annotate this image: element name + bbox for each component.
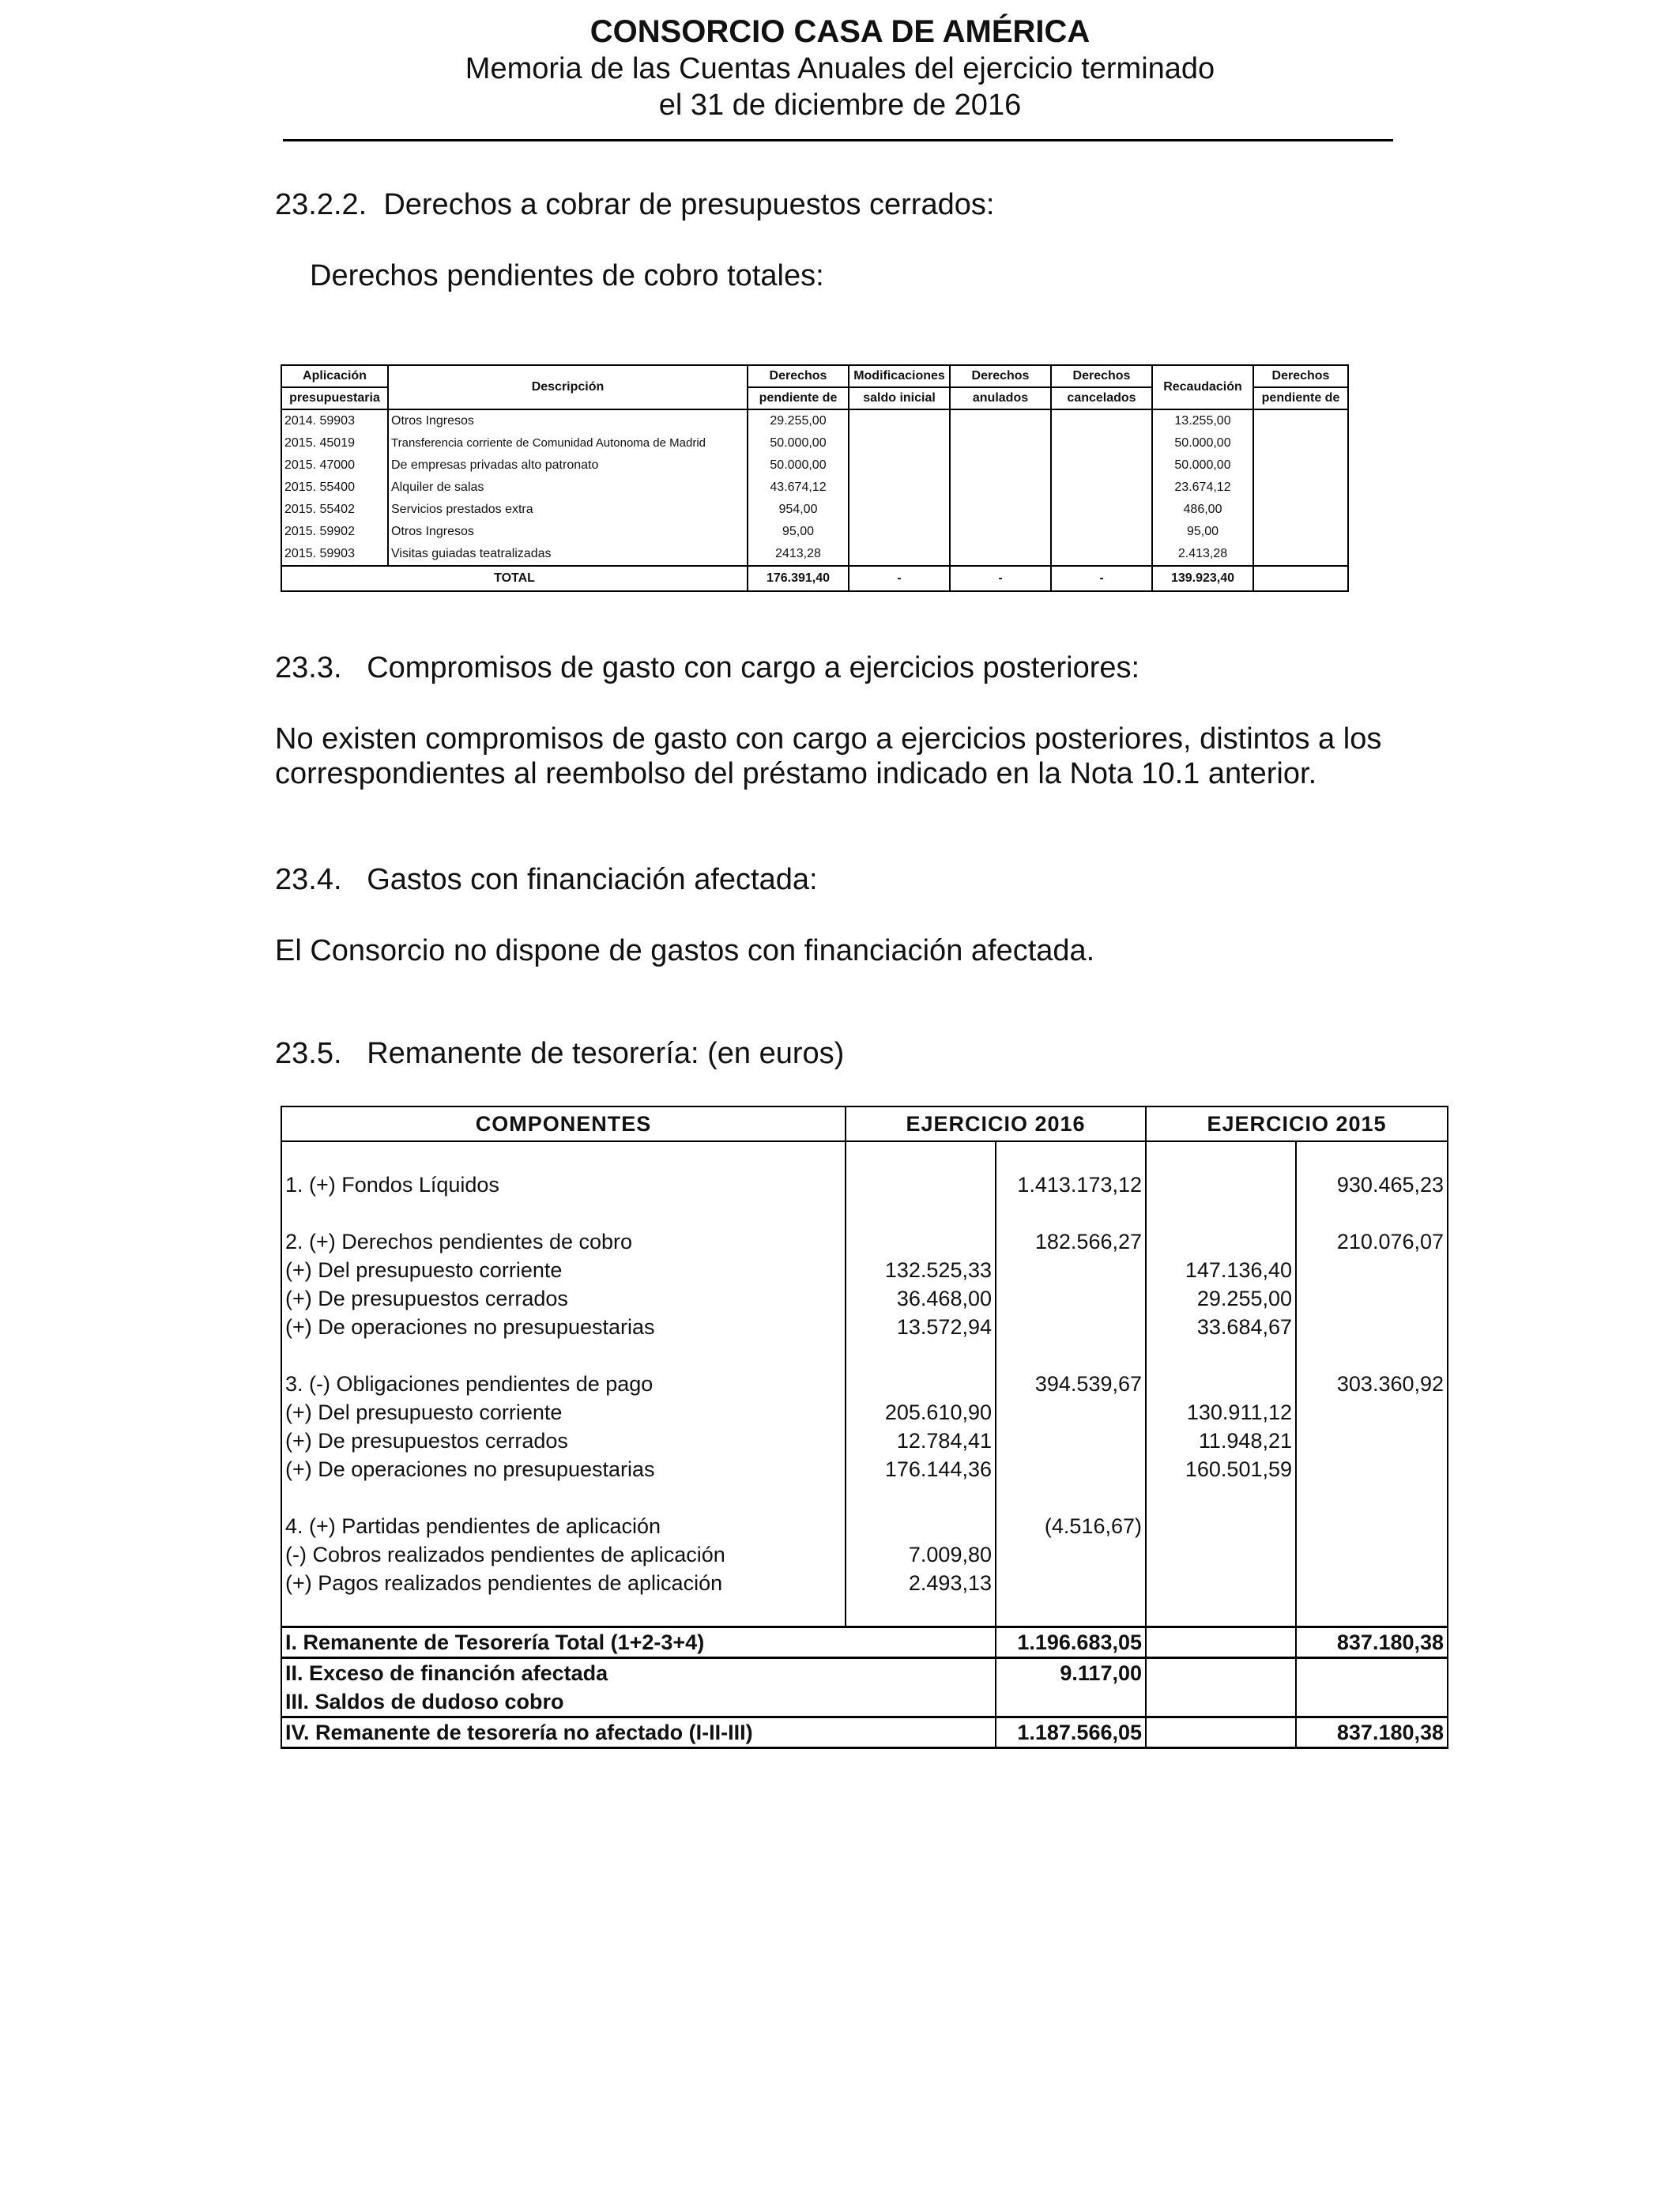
col-header-cancelados: Derechos [1051, 365, 1152, 387]
section-233-body-line2: correspondientes al reembolso del préstamo indicado en la Nota 10.1 anterior. [275, 757, 1317, 790]
total-2015: 837.180,38 [1296, 1717, 1448, 1748]
section-235-heading: 23.5. Remanente de tesorería: (en euros) [275, 1037, 845, 1070]
summary-row-III [281, 1687, 1448, 1717]
row-label: (+) De presupuestos cerrados [281, 1427, 846, 1455]
row-label: III. Saldos de dudoso cobro [281, 1687, 996, 1717]
row-label: II. Exceso de financión afectada [281, 1658, 996, 1688]
row-label: (+) De operaciones no presupuestarias [281, 1455, 846, 1483]
col-header-aplicacion-2: presupuestaria [281, 387, 388, 409]
col-header-anulados-2: anulados [950, 387, 1051, 409]
total-2015: 837.180,38 [1296, 1627, 1448, 1658]
table-row [281, 1455, 1448, 1483]
cell-rec: 13.255,00 [1152, 409, 1253, 432]
remanente-tesoreria-table [281, 1106, 1448, 1749]
total-cancelados: - [1051, 566, 1152, 591]
cell-desc: Transferencia corriente de Comunidad Autonoma de Madrid [388, 432, 748, 454]
summary-row-II [281, 1658, 1448, 1688]
table-row [281, 409, 1348, 432]
detail-2015: 11.948,21 [1146, 1427, 1296, 1455]
cell-rec: 2.413,28 [1152, 543, 1253, 566]
section-234-body: El Consorcio no dispone de gastos con financiación afectada. [275, 934, 1095, 967]
total-2015: 303.360,92 [1296, 1370, 1448, 1398]
header-divider [283, 139, 1393, 141]
summary-row-IV [281, 1717, 1448, 1748]
table-row [281, 1313, 1448, 1341]
table-row [281, 1512, 1448, 1540]
detail-2016: 7.009,80 [846, 1540, 996, 1569]
detail-2015: 29.255,00 [1146, 1284, 1296, 1313]
section-233-body-line1: No existen compromisos de gasto con cargo a ejercicios posteriores, distintos a los [275, 722, 1382, 756]
table-row [281, 521, 1348, 543]
table-row [281, 1427, 1448, 1455]
table-row [281, 454, 1348, 477]
total-rec: 139.923,40 [1152, 566, 1253, 591]
table-total-row [281, 566, 1348, 591]
document-subtitle-line1: Memoria de las Cuentas Anuales del ejercicio terminado [465, 52, 1215, 85]
detail-2015: 33.684,67 [1146, 1313, 1296, 1341]
cell-dp: 29.255,00 [748, 409, 849, 432]
section-234-heading: 23.4. Gastos con financiación afectada: [275, 863, 818, 896]
col-header-modificaciones-2: saldo inicial [849, 387, 950, 409]
row-label: 2. (+) Derechos pendientes de cobro [281, 1227, 846, 1256]
row-label: 1. (+) Fondos Líquidos [281, 1171, 846, 1199]
section-2322-heading: 23.2.2. Derechos a cobrar de presupuestos cerrados: [275, 188, 995, 221]
total-label: TOTAL [281, 566, 748, 591]
derechos-pendientes-table [281, 364, 1349, 592]
table-row [281, 1398, 1448, 1427]
document-subtitle-line2: el 31 de diciembre de 2016 [658, 89, 1022, 122]
cell-desc: Otros Ingresos [388, 521, 748, 543]
table-row [281, 1370, 1448, 1398]
cell-desc: De empresas privadas alto patronato [388, 454, 748, 477]
cell-dp: 2413,28 [748, 543, 849, 566]
col-header-recaudacion: Recaudación [1152, 365, 1253, 409]
table-row [281, 499, 1348, 521]
col-header-derechos-pendiente-2: pendiente de [748, 387, 849, 409]
total-2016: 394.539,67 [996, 1370, 1146, 1398]
cell-dp: 50.000,00 [748, 454, 849, 477]
col-header-descripcion: Descripción [388, 365, 748, 409]
col-header-pendiente-final-2: pendiente de [1253, 387, 1348, 409]
table-row [281, 1540, 1448, 1569]
detail-2016: 205.610,90 [846, 1398, 996, 1427]
cell-dp: 43.674,12 [748, 477, 849, 499]
table-row [281, 1227, 1448, 1256]
col-header-componentes: COMPONENTES [281, 1106, 846, 1141]
summary-row-I [281, 1627, 1448, 1658]
row-label: 3. (-) Obligaciones pendientes de pago [281, 1370, 846, 1398]
total-2016: (4.516,67) [996, 1512, 1146, 1540]
total-dp: 176.391,40 [748, 566, 849, 591]
cell-rec: 486,00 [1152, 499, 1253, 521]
cell-rec: 95,00 [1152, 521, 1253, 543]
detail-2016: 12.784,41 [846, 1427, 996, 1455]
detail-2016: 176.144,36 [846, 1455, 996, 1483]
col-header-modificaciones: Modificaciones [849, 365, 950, 387]
row-label: 4. (+) Partidas pendientes de aplicación [281, 1512, 846, 1540]
table-row [281, 1569, 1448, 1597]
table-row [281, 543, 1348, 566]
detail-2016: 36.468,00 [846, 1284, 996, 1313]
cell-rec: 50.000,00 [1152, 432, 1253, 454]
document-title: CONSORCIO CASA DE AMÉRICA [590, 14, 1090, 49]
cell-app: 2015. 47000 [281, 454, 388, 477]
row-label: (-) Cobros realizados pendientes de aplicación [281, 1540, 846, 1569]
section-233-heading: 23.3. Compromisos de gasto con cargo a ejercicios posteriores: [275, 651, 1140, 684]
table-row [281, 432, 1348, 454]
cell-app: 2015. 45019 [281, 432, 388, 454]
total-2016: 1.413.173,12 [996, 1171, 1146, 1199]
total-2016: 9.117,00 [996, 1658, 1146, 1688]
table-row [281, 1256, 1448, 1284]
cell-app: 2015. 59902 [281, 521, 388, 543]
detail-2015: 147.136,40 [1146, 1256, 1296, 1284]
col-header-cancelados-2: cancelados [1051, 387, 1152, 409]
cell-rec: 50.000,00 [1152, 454, 1253, 477]
row-label: IV. Remanente de tesorería no afectado (I-II-III) [281, 1717, 996, 1748]
detail-2016: 13.572,94 [846, 1313, 996, 1341]
cell-app: 2014. 59903 [281, 409, 388, 432]
section-2322-subheading: Derechos pendientes de cobro totales: [310, 259, 824, 292]
cell-dp: 95,00 [748, 521, 849, 543]
table-row [281, 1171, 1448, 1199]
detail-2016: 132.525,33 [846, 1256, 996, 1284]
cell-dp: 954,00 [748, 499, 849, 521]
total-2015: 930.465,23 [1296, 1171, 1448, 1199]
cell-rec: 23.674,12 [1152, 477, 1253, 499]
detail-2015: 160.501,59 [1146, 1455, 1296, 1483]
row-label: (+) Pagos realizados pendientes de aplicación [281, 1569, 846, 1597]
cell-desc: Alquiler de salas [388, 477, 748, 499]
col-header-anulados: Derechos [950, 365, 1051, 387]
col-header-aplicacion: Aplicación [281, 365, 388, 387]
cell-app: 2015. 55402 [281, 499, 388, 521]
table-row [281, 1284, 1448, 1313]
cell-desc: Servicios prestados extra [388, 499, 748, 521]
total-mod: - [849, 566, 950, 591]
row-label: (+) Del presupuesto corriente [281, 1256, 846, 1284]
cell-app: 2015. 55400 [281, 477, 388, 499]
total-anulados: - [950, 566, 1051, 591]
total-2016: 1.187.566,05 [996, 1717, 1146, 1748]
row-label: (+) De operaciones no presupuestarias [281, 1313, 846, 1341]
col-header-derechos-pendiente: Derechos [748, 365, 849, 387]
total-2015: 210.076,07 [1296, 1227, 1448, 1256]
row-label: I. Remanente de Tesorería Total (1+2-3+4) [281, 1627, 996, 1658]
total-2016: 182.566,27 [996, 1227, 1146, 1256]
table-row [281, 477, 1348, 499]
col-header-pendiente-final: Derechos [1253, 365, 1348, 387]
cell-desc: Visitas guiadas teatralizadas [388, 543, 748, 566]
row-label: (+) De presupuestos cerrados [281, 1284, 846, 1313]
detail-2015: 130.911,12 [1146, 1398, 1296, 1427]
col-header-ejercicio-2015: EJERCICIO 2015 [1146, 1106, 1448, 1141]
col-header-ejercicio-2016: EJERCICIO 2016 [846, 1106, 1146, 1141]
total-2016: 1.196.683,05 [996, 1627, 1146, 1658]
cell-app: 2015. 59903 [281, 543, 388, 566]
cell-desc: Otros Ingresos [388, 409, 748, 432]
row-label: (+) Del presupuesto corriente [281, 1398, 846, 1427]
cell-dp: 50.000,00 [748, 432, 849, 454]
detail-2016: 2.493,13 [846, 1569, 996, 1597]
